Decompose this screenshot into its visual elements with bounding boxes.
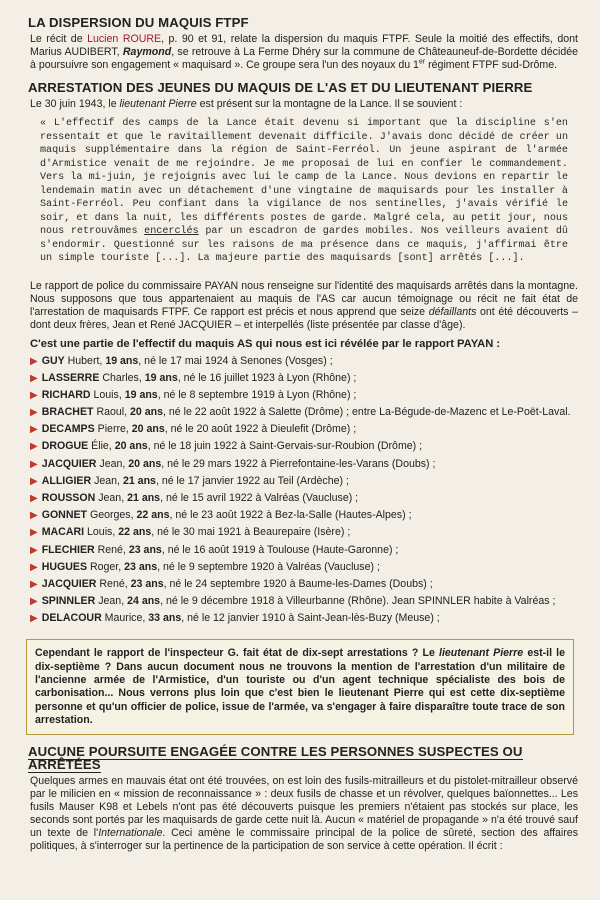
text-segment: défaillants bbox=[428, 305, 477, 318]
age: 21 ans bbox=[122, 474, 156, 487]
surname: ALLIGIER bbox=[41, 474, 92, 487]
birth-details: , né le 23 août 1922 à Bez-la-Salle (Hautes-Alpes) ; bbox=[169, 509, 412, 522]
birth-details: , né le 16 août 1919 à Toulouse (Haute-Garonne) ; bbox=[161, 543, 399, 556]
birth-details: , né le 17 mai 1924 à Senones (Vosges) ; bbox=[138, 354, 333, 367]
surname: ROUSSON bbox=[41, 492, 96, 504]
list-intro: C'est une partie de l'effectif du maquis AS qui nous est ici révélée par le rapport PAYAN : bbox=[30, 337, 501, 350]
section-title-arrestation: ARRESTATION DES JEUNES DU MAQUIS DE L'AS ET DU LIEUTENANT PIERRE bbox=[28, 80, 533, 95]
first-name: René, bbox=[94, 543, 129, 556]
birth-details: , né le 24 septembre 1920 à Baume-les-Dames (Doubs) ; bbox=[163, 577, 433, 590]
age: 23 ans bbox=[130, 577, 164, 590]
first-name: Pierre, bbox=[94, 423, 132, 436]
arrow-bullet-icon: ▶ bbox=[30, 424, 38, 436]
list-item bbox=[30, 458, 578, 471]
age: 23 ans bbox=[128, 543, 162, 556]
list-item bbox=[30, 423, 578, 436]
age: 20 ans bbox=[114, 440, 148, 453]
age: 24 ans bbox=[127, 595, 161, 608]
age: 33 ans bbox=[148, 612, 182, 625]
birth-details: , né le 9 décembre 1918 à Villeurbanne (Rhône). Jean SPINNLER habite à Valréas ; bbox=[160, 595, 556, 608]
list-item bbox=[30, 561, 578, 574]
text-segment: lieutenant Pierre bbox=[119, 98, 197, 110]
text-segment: régiment FTPF sud-Drôme. bbox=[425, 59, 558, 71]
arrow-bullet-icon: ▶ bbox=[30, 493, 38, 504]
list-item bbox=[30, 544, 578, 557]
first-name: Raoul, bbox=[93, 406, 131, 419]
section-title-dispersion: LA DISPERSION DU MAQUIS FTPF bbox=[28, 15, 249, 30]
list-item bbox=[30, 526, 578, 539]
highlight-box-dix-septieme bbox=[26, 639, 574, 735]
first-name: Jean, bbox=[95, 492, 128, 504]
first-name: Louis, bbox=[90, 388, 125, 401]
age: 22 ans bbox=[118, 526, 152, 539]
arrow-bullet-icon: ▶ bbox=[30, 527, 38, 539]
birth-details: , né le 15 avril 1922 à Valréas (Vaucluse) ; bbox=[160, 492, 359, 504]
birth-details: , né le 30 mai 1921 à Beaurepaire (Isère) ; bbox=[151, 526, 351, 539]
text-segment: est-il le dix-septième ? Dans aucun document nous ne trouvons la mention de l'arrestation d'un militaire de l'ancienne armée de l'Armistice, d'un touriste ou d'un agent technique spécialiste des bois de carbonisation... Nous verrons plus loin que c'est bien le lieutenant Pierre qui est cette dix-septième personne et qu'un officier de police, issue de l'armée, va s'engager à faire disparaître toute trace de son arrestation. bbox=[35, 647, 566, 726]
list-item bbox=[30, 440, 578, 453]
birth-details: , né le 20 août 1922 à Dieulefit (Drôme) ; bbox=[164, 423, 357, 436]
list-item bbox=[30, 475, 578, 488]
list-item bbox=[30, 578, 578, 591]
text-segment: Raymond bbox=[122, 46, 172, 58]
first-name: Louis, bbox=[84, 526, 119, 539]
surname: BRACHET bbox=[41, 406, 94, 419]
paragraph-rapport-payan bbox=[30, 280, 578, 332]
surname: GONNET bbox=[41, 509, 88, 522]
age: 20 ans bbox=[131, 423, 165, 436]
arrow-bullet-icon: ▶ bbox=[30, 389, 38, 401]
text-segment: Internationale bbox=[98, 827, 163, 840]
surname: LASSERRE bbox=[41, 371, 100, 384]
arrow-bullet-icon: ▶ bbox=[30, 475, 38, 487]
birth-details: , né le 17 janvier 1922 au Teil (Ardèche) ; bbox=[155, 474, 349, 487]
list-item bbox=[30, 612, 578, 625]
text-segment: Quelques armes en mauvais état ont été trouvées, on est loin des fusils-mitrailleurs et du pistolet-mitrailleur observé par le milicien en « mission de reconnaissance » : deux fusils de chasse et un révolver, quelques baïonnettes... Les fusils Mauser K98 et Lebels n'ont pas été découverts puisque les premiers n'étaient pas stockés sur place, les seconds sont portés par les maquisards de garde cette nuit là. Aucun « matériel de propagande » n'a été trouvé sauf un texte de l' bbox=[30, 775, 578, 840]
first-name: Hubert, bbox=[64, 354, 106, 367]
age: 20 ans bbox=[128, 457, 162, 470]
list-item bbox=[30, 509, 578, 522]
arrow-bullet-icon: ▶ bbox=[30, 596, 38, 608]
first-name: René, bbox=[96, 577, 131, 590]
birth-details: , né le 18 juin 1922 à Saint-Gervais-sur-Roubion (Drôme) ; bbox=[147, 440, 423, 453]
text-segment: par un escadron de gardes mobiles. Nos veilleurs avaient dû s'endormir. Questionné sur les raisons de ma présence dans ce maquis, j'affirmai être un simple touriste [...]. La majeure partie des maquisards [sont] arrêtés [...]. bbox=[40, 226, 568, 264]
surname: DECAMPS bbox=[41, 423, 95, 436]
surname: FLECHIER bbox=[41, 543, 95, 556]
text-segment: Le 30 juin 1943, le bbox=[30, 98, 120, 110]
section-title-poursuite bbox=[28, 745, 578, 771]
birth-details: , né le 9 septembre 1920 à Valréas (Vaucluse) ; bbox=[157, 560, 380, 573]
text-segment: lieutenant Pierre bbox=[439, 647, 524, 660]
first-name: Maurice, bbox=[101, 612, 149, 625]
section-title-poursuite-text: AUCUNE POURSUITE ENGAGÉE CONTRE LES PERSONNES SUSPECTES OU ARRÊTÉES bbox=[28, 744, 523, 773]
text-segment: Lucien ROURE bbox=[87, 33, 162, 45]
text-segment: , p. 90 et 91, relate la dispersion du maquis FTPF. Seule la moitié des effectifs, dont Marius AUDIBERT, bbox=[30, 33, 578, 58]
text-segment: est présent sur la montagne de la Lance. Il se souvient : bbox=[196, 98, 463, 110]
arrow-bullet-icon: ▶ bbox=[30, 613, 38, 625]
birth-details: , né le 16 juillet 1923 à Lyon (Rhône) ; bbox=[177, 371, 357, 384]
list-item bbox=[30, 389, 578, 402]
text-segment: . Ceci amène le commissaire principal de la police de sûreté, section des affaires politiques, à s'interroger sur la pertinence de la participation de son service à cette opération. Il écrit : bbox=[30, 827, 578, 853]
list-item bbox=[30, 492, 578, 505]
birth-details: , né le 29 mars 1922 à Pierrefontaine-les-Varans (Doubs) ; bbox=[161, 457, 436, 470]
arrow-bullet-icon: ▶ bbox=[30, 510, 38, 522]
surname: RICHARD bbox=[41, 388, 91, 401]
arrested-people-list bbox=[22, 355, 578, 626]
paragraph-dispersion bbox=[30, 33, 578, 72]
birth-details: , né le 22 août 1922 à Salette (Drôme) ; entre La-Bégude-de-Mazenc et Le-Poët-Laval. bbox=[163, 406, 571, 419]
surname: HUGUES bbox=[41, 560, 88, 573]
text-segment: er bbox=[418, 58, 426, 66]
surname: DELACOUR bbox=[41, 612, 102, 625]
age: 20 ans bbox=[130, 406, 163, 419]
surname: GUY bbox=[41, 354, 65, 367]
text-segment: Cependant le rapport de l'inspecteur G. fait état de dix-sept arrestations ? Le bbox=[35, 647, 439, 660]
paragraph-poursuite bbox=[30, 775, 578, 853]
surname: MACARI bbox=[41, 526, 85, 539]
arrow-bullet-icon: ▶ bbox=[30, 441, 38, 453]
arrow-bullet-icon: ▶ bbox=[30, 372, 38, 384]
list-item bbox=[30, 355, 578, 368]
birth-details: , né le 8 septembre 1919 à Lyon (Rhône) ; bbox=[157, 388, 357, 401]
age: 23 ans bbox=[124, 560, 158, 573]
arrow-bullet-icon: ▶ bbox=[30, 544, 38, 556]
surname: JACQUIER bbox=[41, 577, 97, 590]
arrow-bullet-icon: ▶ bbox=[30, 407, 38, 419]
age: 21 ans bbox=[127, 492, 161, 504]
text-segment: Le récit de bbox=[30, 33, 88, 45]
text-segment: « L'effectif des camps de la Lance était devenu si important que la discipline s'en ressentait et que le ravitaillement devenait difficile. J'avais donc décidé de créer un maquis supplémentaire dans la région de Saint-Ferréol. Un jeune aspirant de l'armée d'Armistice venait de me rejoindre. Je me proposai de lui en confier le commandement. Vers la mi-juin, je rejoignis avec lui le camp de la Lance. Nous devions en repartir le lendemain matin avec un détachement d'une vingtaine de maquisards pour les installer à Saint-Ferréol. Peu confiant dans la vigilance de nos sentinelles, j'avais vérifié le soir, et dans la nuit, les différents postes de garde. Malgré cela, au petit jour, nous nous retrouvâmes bbox=[40, 118, 568, 237]
text-segment: ont été découverts – dont deux frères, Jean et René JACQUIER – et interpellés (liste présentée par classe d'âge). bbox=[30, 305, 578, 331]
arrow-bullet-icon: ▶ bbox=[30, 458, 38, 470]
surname: JACQUIER bbox=[41, 457, 97, 470]
list-item bbox=[30, 406, 578, 419]
first-name: Jean, bbox=[96, 457, 129, 470]
age: 19 ans bbox=[144, 371, 178, 384]
first-name: Élie, bbox=[88, 440, 115, 453]
birth-details: , né le 12 janvier 1910 à Saint-Jean-lès-Buzy (Meuse) ; bbox=[181, 612, 440, 625]
paragraph-arrestation-intro bbox=[30, 98, 578, 111]
text-segment: encerclés bbox=[144, 226, 199, 237]
list-item bbox=[30, 372, 578, 385]
text-segment: Le rapport de police du commissaire PAYAN nous renseigne sur l'identité des maquisards arrêtés dans la montagne. Nous supposons que tous appartenaient au maquis de l'AS car aucun témoignage ou récit ne fait état de l'arrestation de maquisards FTPF. Ce rapport est précis et nous apprend que seize bbox=[30, 279, 578, 318]
age: 19 ans bbox=[124, 388, 158, 401]
age: 19 ans bbox=[105, 354, 139, 367]
surname: SPINNLER bbox=[41, 595, 96, 608]
first-name: Jean, bbox=[91, 474, 123, 487]
quote-lieutenant-pierre bbox=[40, 117, 568, 266]
first-name: Jean, bbox=[95, 595, 128, 608]
first-name: Georges, bbox=[87, 509, 137, 522]
arrow-bullet-icon: ▶ bbox=[30, 355, 38, 367]
arrow-bullet-icon: ▶ bbox=[30, 561, 38, 573]
arrow-bullet-icon: ▶ bbox=[30, 578, 38, 590]
age: 22 ans bbox=[136, 509, 170, 522]
list-item bbox=[30, 595, 578, 608]
first-name: Roger, bbox=[87, 560, 125, 573]
first-name: Charles, bbox=[99, 371, 145, 384]
text-segment: , se retrouve à La Ferme Dhéry sur la commune de Châteauneuf-de-Bordette décidée à poursuivre son engagement « maquisard ». Ce groupe sera l'un des noyaux du 1 bbox=[30, 46, 578, 71]
surname: DROGUE bbox=[41, 440, 89, 453]
